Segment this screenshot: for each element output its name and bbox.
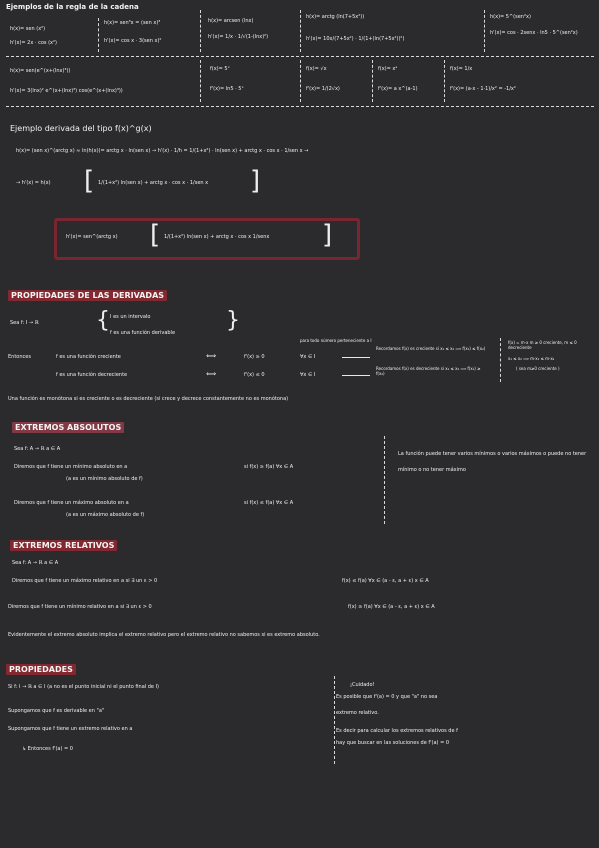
divider [372,60,373,102]
relative-maximum-condition: f(x) ≤ f(a) ∀x ∈ (a - ε, a + ε) x ∈ A [342,578,429,584]
ex6-derivative: h'(x)= 3(lnx)² e^(x+(lnx)³) cos(e^(x+(lnx)³)) [10,88,123,94]
ex5-function: h(x)= 5^(sen²x) [490,14,531,20]
absolute-maximum-condition: si f(x) ≤ f(a) ∀x ∈ A [244,500,294,506]
section-heading-properties: PROPIEDADES [6,664,76,675]
absolute-maximum-definition: Diremos que f tiene un máximo absoluto en a [14,500,129,506]
extrema-note: La función puede tener varios mínimos o varios máximos o puede no tener mínimo o no tener máximo [398,451,587,473]
absolute-minimum-note: (a es un mínimo absoluto de f) [66,476,143,482]
ex3-function: h(x)= arcsen (lnx) [208,18,254,24]
caution-line-2: extremo relativo. [336,710,379,716]
relative-minimum-condition: f(x) ≥ f(a) ∀x ∈ (a - ε, a + ε) x ∈ A [348,604,435,610]
arrow-line [342,375,370,376]
linear-example-3: ( sea m≥0 creciente ) [516,366,560,371]
result-lhs: h'(x)= sen^(arctg x) [66,234,118,240]
example-step1: h(x)= (sen x)^(arctg x) ≈ ln(h(x))= arctg x · ln(sen x) → h'(x) · 1/h = 1/(1+x²) · ln(sen x) + arctg x · cos x · 1/sen x → [16,148,309,154]
sqrt-function: f(x)= √x [306,66,327,72]
ex6-function: h(x)= sen(e^(x+(lnx)³)) [10,68,71,74]
bracket-close: ] [250,166,261,196]
ex2-derivative: h'(x)= cos x · 3(sen x)² [104,38,162,44]
ex1-derivative: h'(x)= 2x · cos (x²) [10,40,57,46]
ex4-function: h(x)= arctg (ln(7+5x²)) [306,14,365,20]
divider [334,676,335,764]
divider [300,60,301,102]
property-domain: Si f: I → ℝ a ∈ I (a no es el punto inicial ni el punto final de I) [8,684,160,690]
reciprocal-derivative: f'(x)= (a·x - 1·1)/x² = -1/x² [450,86,516,92]
property-derivable: Supongamos que f es derivable en "a" [8,708,105,714]
derivative-nonpositive: f'(x) ≤ 0 [244,372,265,378]
entonces-label: Entonces [8,354,31,360]
brace-open: { [96,308,110,333]
divider [98,18,99,52]
result-rhs: 1/(1+x²) ln(sen x) + arctg x · cos x 1/senx [164,234,270,240]
forall-x-in-i: ∀x ∈ I [300,372,316,378]
divider [384,436,385,524]
monotone-definition: Una función es monótona si es creciente o es decreciente (si crece y decrece constantemente no es monótona) [8,396,289,402]
caution-title: ¡Cuidado! [350,682,375,688]
power-function: f(x)= xᵃ [378,66,398,72]
exp-derivative: f'(x)= ln5 · 5ˣ [210,86,244,92]
decreasing-statement: f es una función decreciente [56,372,128,378]
divider [484,10,485,52]
divider [200,60,201,102]
relative-minimum-definition: Diremos que f tiene un mínimo relativo en a si ∃ un ε > 0 [8,604,152,610]
condition-derivable: f es una función derivable [110,330,176,336]
derivative-nonnegative: f'(x) ≥ 0 [244,354,265,360]
increasing-statement: f es una función creciente [56,354,121,360]
domain-statement: Sea f: A → ℝ a ∈ A [14,446,61,452]
ex4-derivative: h'(x)= 10x/(7+5x²) · 1/(1+(ln(7+5x²))²) [306,36,405,42]
condition-interval: I es un intervalo [110,314,151,320]
caution-line-1: Es posible que f'(a) = 0 y que "a" no sea [336,694,438,700]
ex1-function: h(x)= sen (x²) [10,26,46,32]
caution-line-3: Es decir para calcular los extremos relativos de f [336,728,458,734]
sqrt-derivative: f'(x)= 1/(2√x) [306,86,340,92]
chain-rule-title: Ejemplos de la regla de la cadena [6,3,139,11]
divider [444,60,445,102]
bracket-close: ] [322,220,333,250]
example-step2-lhs: → h'(x) = h(x) [16,180,51,186]
domain-statement: Sea f: I → ℝ [10,320,39,326]
domain-statement: Sea f: A → ℝ a ∈ A [12,560,59,566]
ex5-derivative: h'(x)= cos · 2senx · ln5 · 5^(sen²x) [490,30,578,36]
power-derivative: f'(x)= a x^(a-1) [378,86,418,92]
relative-maximum-definition: Diremos que f tiene un máximo relativo en a si ∃ un ε > 0 [12,578,158,584]
linear-example-1: f(x) = m·x m ≥ 0 creciente, m ≤ 0 decreciente [508,340,577,350]
iff-symbol: ⟺ [206,370,217,378]
divider [500,338,501,382]
section-divider [6,56,594,57]
absolute-minimum-definition: Diremos que f tiene un mínimo absoluto en a [14,464,128,470]
bracket-open: [ [150,220,161,250]
example-title: Ejemplo derivada del tipo f(x)^g(x) [10,124,152,133]
brace-close: } [226,308,240,333]
example-step2-rhs: 1/(1+x²) ln(sen x) + arctg x · cos x · 1/sen x [98,180,209,186]
arrow-line [342,357,370,358]
iff-symbol: ⟺ [206,352,217,360]
increasing-reminder: Recordamos f(x) es creciente si x₁ ≤ x₂ ⟹ f(x₁) ≤ f(x₂) [376,346,486,351]
ex2-function: h(x)= sen³x = (sen x)³ [104,20,161,26]
absolute-maximum-note: (a es un máximo absoluto de f) [66,512,145,518]
absolute-implies-relative: Evidentemente el extremo absoluto implica el extremo relativo pero el extremo relativo no sabemos si es extremo absoluto. [8,632,320,638]
forall-x-in-i: ∀x ∈ I [300,354,316,360]
forall-note: para todo número perteneciente a I [300,338,372,343]
caution-line-4: hay que buscar en las soluciones de f'(a) = 0 [336,740,450,746]
exp-function: f(x)= 5ˣ [210,66,230,72]
section-heading-derivative-properties: PROPIEDADES DE LAS DERIVADAS [8,290,167,301]
bracket-open: [ [84,166,95,196]
divider [200,10,201,52]
linear-example-2: x₁ ≤ x₂ ⟹ m·x₁ ≤ m·x₂ [508,356,555,361]
ex3-derivative: h'(x)= 1/x · 1/√(1-(lnx)²) [208,34,269,40]
section-divider [6,106,594,107]
section-heading-absolute-extrema: EXTREMOS ABSOLUTOS [12,422,124,433]
property-conclusion: ↳ Entonces f'(a) = 0 [22,746,73,752]
divider [300,10,301,52]
absolute-minimum-condition: si f(x) ≥ f(a) ∀x ∈ A [244,464,294,470]
reciprocal-function: f(x)= 1/x [450,66,473,72]
property-extremum: Supongamos que f tiene un extremo relativo en a [8,726,133,732]
decreasing-reminder: Recordamos f(x) es decreciente si x₁ ≤ x₂ ⟹ f(x₁) ≥ f(x₂) [376,366,481,376]
section-heading-relative-extrema: EXTREMOS RELATIVOS [10,540,117,551]
